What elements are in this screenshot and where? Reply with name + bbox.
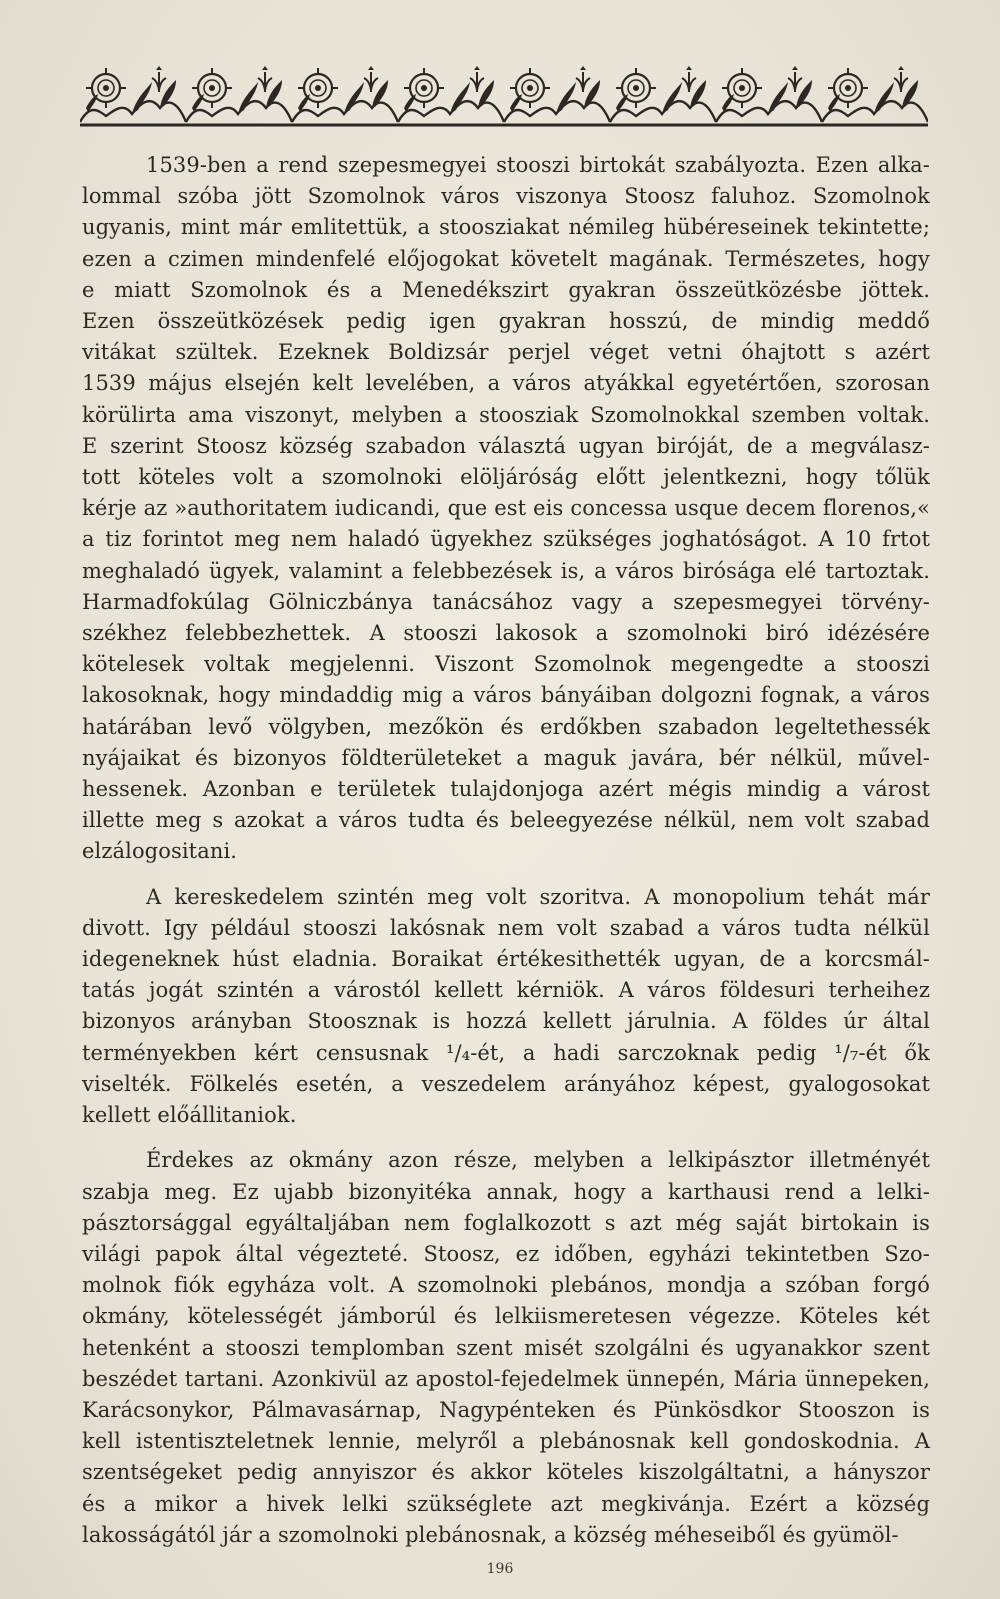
text-line: Ezen összeütközések pedig igen gyakran hosszú, de mindig meddő — [82, 309, 930, 334]
text-line: A kereskedelem szintén meg volt szoritva. A monopolium tehát már — [146, 884, 930, 909]
text-line: tatás jogát szintén a várostól kellett kérniök. A város földesuri terheihez — [82, 978, 930, 1003]
text-line: elzálogositani. — [82, 839, 238, 864]
text-line: Érdekes az okmány azon része, melyben a lelkipásztor illetményét — [146, 1148, 930, 1173]
text-line: pásztorsággal egyáltaljában nem foglalkozott s azt még saját birtokain is — [82, 1210, 930, 1235]
text-line: 1539 május elsején kelt levelében, a város atyákkal egyetértően, szorosan — [82, 371, 930, 396]
text-line: határában levő völgyben, mezőkön és erdőkben szabadon legeltethessék — [82, 714, 930, 739]
text-line: ezen a czimen mindenfelé előjogokat követelt magának. Természetes, hogy — [82, 246, 930, 271]
text-line: hetenként a stooszi templomban szent misét szolgálni és ugyanakkor szent — [82, 1335, 930, 1360]
paragraph-1 — [82, 150, 930, 868]
text-line: lakosoknak, hogy mindaddig mig a város bányáiban dolgozni fognak, a város — [82, 683, 930, 708]
text-line: körülirta ama viszonyt, melyben a stoosziak Szomolnokkal szemben voltak. — [82, 402, 930, 427]
text-line: viselték. Fölkelés esetén, a veszedelem arányához képest, gyalogosokat — [82, 1071, 930, 1096]
text-line: világi papok által végezteté. Stoosz, ez időben, egyházi tekintetben Szo- — [82, 1241, 930, 1266]
page-number: 196 — [486, 1561, 514, 1577]
text-line: meghaladó ügyek, valamint a felebbezések is, a város birósága elé tartoztak. — [82, 558, 930, 583]
text-line: Karácsonykor, Pálmavasárnap, Nagypénteken és Pünkösdkor Stooszon is — [82, 1397, 930, 1422]
text-line: és a mikor a hivek lelki szükséglete azt megkivánja. Ezért a község — [82, 1491, 930, 1516]
text-line: terményekben kért censusnak ¹/₄-ét, a hadi sarczoknak pedig ¹/₇-ét ők — [82, 1040, 930, 1065]
text-line: E szerint Stoosz község szabadon választá ugyan biróját, de a megválasz- — [82, 433, 930, 458]
text-line: e miatt Szomolnok és a Menedékszirt gyakran összeütközésbe jöttek. — [82, 277, 930, 302]
body-text — [82, 150, 930, 1551]
text-line: a tiz forintot meg nem haladó ügyekhez szükséges joghatóságot. A 10 frtot — [82, 527, 930, 552]
text-line: kérje az »authoritatem iudicandi, que est eis concessa usque decem florenos,« — [82, 496, 930, 521]
text-line: szabja meg. Ez ujabb bizonyitéka annak, hogy a karthausi rend a lelki- — [82, 1179, 930, 1204]
paragraph-2 — [82, 882, 930, 1132]
text-line: 1539-ben a rend szepesmegyei stooszi birtokát szabályozta. Ezen alka- — [146, 153, 930, 177]
text-line: szentségeket pedig annyiszor és akkor köteles kiszolgáltatni, a hányszor — [82, 1460, 930, 1485]
text-line: hessenek. Azonban e területek tulajdonjoga azért mégis mindig a várost — [82, 777, 930, 802]
text-line: székhez felebbezhettek. A stooszi lakosok a szomolnoki biró idézésére — [82, 621, 930, 646]
text-line: molnok fiók egyháza volt. A szomolnoki plebános, mondja a szóban forgó — [82, 1273, 930, 1298]
text-line: lommal szóba jött Szomolnok város viszonya Stoosz faluhoz. Szomolnok — [82, 184, 930, 209]
text-line: nyájaikat és bizonyos földterületeket a maguk javára, bér nélkül, művel- — [82, 745, 930, 770]
text-line: kell istentiszteletnek lennie, melyről a plebánosnak kell gondoskodnia. A — [82, 1429, 930, 1454]
text-line: idegeneknek húst eladnia. Boraikat értékesithették ugyan, de a korcsmál- — [82, 947, 930, 972]
text-line: tott köteles volt a szomolnoki elöljáróság előtt jelentkezni, hogy tőlük — [82, 465, 930, 490]
text-line: kötelesek voltak megjelenni. Viszont Szomolnok megengedte a stooszi — [82, 652, 930, 677]
text-line: kellett előállitaniok. — [82, 1103, 297, 1128]
text-line: okmány, kötelességét jámborúl és lelkiismeretesen végezze. Köteles két — [82, 1304, 930, 1329]
text-line: vitákat szültek. Ezeknek Boldizsár perjel véget vetni óhajtott s azért — [82, 340, 930, 365]
text-line: illette meg s azokat a város tudta és beleegyezése nélkül, nem volt szabad — [82, 808, 930, 833]
text-line: beszédet tartani. Azonkivül az apostol-fejedelmek ünnepén, Mária ünnepeken, — [82, 1366, 930, 1391]
text-line: ugyanis, mint már emlitettük, a stoosziakat némileg hübéreseinek tekintette; — [82, 215, 930, 240]
text-line: lakosságától jár a szomolnoki plebánosnak, a község méheseiből és gyümöl- — [82, 1522, 899, 1547]
text-line: Harmadfokúlag Gölniczbánya tanácsához vagy a szepesmegyei törvény- — [82, 589, 930, 614]
paragraph-3 — [82, 1145, 930, 1551]
ornamental-header-band-icon — [80, 64, 928, 128]
text-line: bizonyos arányban Stoosznak is hozzá kellett járulnia. A földes úr által — [82, 1009, 930, 1034]
text-line: divott. Igy például stooszi lakósnak nem volt szabad a város tudta nélkül — [82, 915, 930, 940]
